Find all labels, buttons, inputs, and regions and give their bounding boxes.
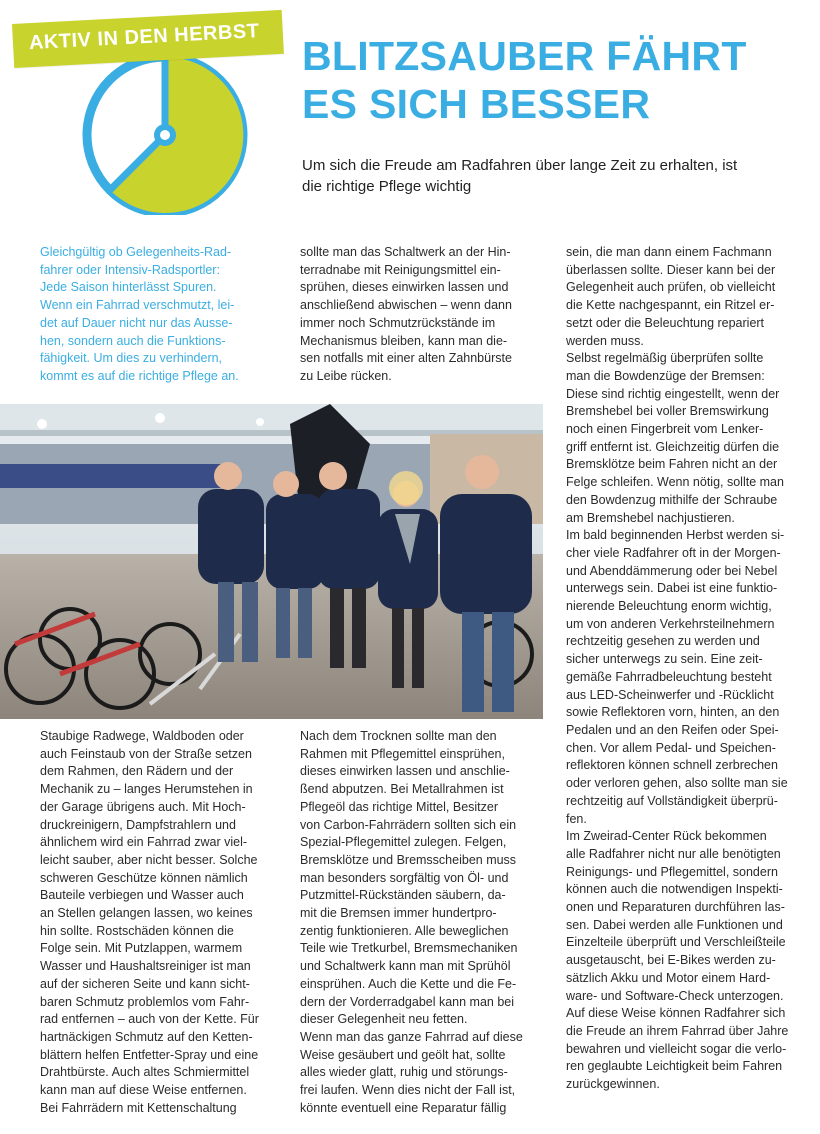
text-line: können auch die notwendigen Inspekti- <box>566 882 783 897</box>
text-line: blättern helfen Entfetter-Spray und eine <box>40 1047 259 1062</box>
text-line: an Stellen gelangen lassen, wo keines <box>40 906 253 921</box>
text-line: der Garage übrigens auch. Mit Hoch- <box>40 799 246 814</box>
text-line: Pflegeöl das richtige Mittel, Besitzer <box>300 799 499 814</box>
text-line: man die Bowdenzüge der Bremsen: <box>566 368 765 383</box>
text-line: Einzelteile überprüft und Verschleißteile <box>566 935 786 950</box>
paragraph-col2-bottom-2 <box>300 1029 536 1118</box>
text-line: ähnlichem wird ein Fahrrad zwar viel- <box>40 835 248 850</box>
text-line: schweren Geschütze können nämlich <box>40 870 248 885</box>
text-line: druckreinigern, Dampfstrahlern und <box>40 817 236 832</box>
text-line: Jede Saison hinterlässt Spuren. <box>40 280 217 295</box>
text-line: Felge schleifen. Wenn nötig, sollte man <box>566 475 784 490</box>
text-line: ren geglaubte Leichtigkeit beim Fahren <box>566 1059 783 1074</box>
text-line: man besonders sorgfältig von Öl- und <box>300 870 509 885</box>
text-line: sen notfalls mit einer alten Zahnbürste <box>300 351 512 366</box>
text-line: Teile wie Tretkurbel, Bremsmechaniken <box>300 941 518 956</box>
text-line: Folge sein. Mit Putzlappen, warmem <box>40 941 243 956</box>
column-2-bottom <box>300 728 536 1117</box>
text-line: fen. <box>566 811 587 826</box>
paragraph-col3-4 <box>566 828 806 1094</box>
text-line: Drahtbürste. Auch altes Schmiermittel <box>40 1065 250 1080</box>
text-line: baren Schmutz problemlos vom Fahr- <box>40 994 250 1009</box>
text-line: Pedalen und an den Reifen oder Spei- <box>566 722 779 737</box>
text-line: fahrer oder Intensiv-Radsportler: <box>40 262 220 277</box>
text-line: Bei Fahrrädern mit Kettenschaltung <box>40 1100 237 1115</box>
text-line: dem Rahmen, den Rädern und der <box>40 764 234 779</box>
text-line: onen und Reparaturen durchführen las- <box>566 900 785 915</box>
text-line: ßend abputzen. Bei Metallrahmen ist <box>300 782 504 797</box>
text-line: Diese sind richtig eingestellt, wenn der <box>566 386 780 401</box>
subtitle-line-1: Um sich die Freude am Radfahren über lange Zeit zu erhalten, ist <box>302 157 738 174</box>
paragraph-col2-top <box>300 244 536 386</box>
text-line: noch einen Fingerbreit vom Lenker- <box>566 422 764 437</box>
text-line: immer noch Schmutzrückstände im <box>300 315 496 330</box>
paragraph-col3-3 <box>566 527 806 828</box>
text-line: sollte man das Schaltwerk an der Hin- <box>300 245 511 259</box>
text-line: terradnabe mit Reinigungsmittel ein- <box>300 262 501 277</box>
text-line: bewahren und vielleicht sogar die verlo- <box>566 1041 787 1056</box>
text-line: Wenn man das ganze Fahrrad auf diese <box>300 1029 523 1044</box>
text-line: Bauteile verbiegen und Wasser auch <box>40 888 244 903</box>
text-line: kommt es auf die richtige Pflege an. <box>40 368 239 383</box>
text-line: kann man auf diese Weise entfernen. <box>40 1083 247 1098</box>
subtitle-line-2: die richtige Pflege wichtig <box>302 178 472 195</box>
text-line: setzt oder die Beleuchtung repariert <box>566 315 765 330</box>
text-line: könnte eventuell eine Reparatur fällig <box>300 1100 507 1115</box>
article-title <box>302 32 747 128</box>
text-line: rad entfernen – auch von der Kette. Für <box>40 1012 259 1027</box>
text-line: hen, sondern auch die Funktions- <box>40 333 226 348</box>
column-3 <box>566 244 806 1094</box>
text-line: sicher unterwegs zu sein. Eine zeit- <box>566 652 763 667</box>
text-line: dieser Gelegenheit neu fetten. <box>300 1012 468 1027</box>
text-line: Bremsklötze und Bremsscheiben muss <box>300 852 517 867</box>
text-line: Reinigungs- und Pflegemittel, sondern <box>566 864 778 879</box>
text-line: Im bald beginnenden Herbst werden si- <box>566 528 785 543</box>
text-line: auf der sicheren Seite und kann sicht- <box>40 976 250 991</box>
text-line: und Abenddämmerung oder bei Nebel <box>566 563 778 578</box>
column-1-bottom <box>40 728 276 1117</box>
title-line-1: BLITZSAUBER FÄHRT <box>302 33 747 79</box>
text-line: Rahmen mit Pflegemittel einsprühen, <box>300 746 505 761</box>
text-line: Wenn ein Fahrrad verschmutzt, lei- <box>40 298 235 313</box>
text-line: ausgetauscht, bei E-Bikes werden zu- <box>566 953 776 968</box>
text-line: die Freude an ihrem Fahrrad über Jahre <box>566 1023 789 1038</box>
text-line: einsprühen. Auch die Kette und die Fe- <box>300 976 517 991</box>
text-line: um von anderen Verkehrsteilnehmern <box>566 616 775 631</box>
text-line: mit die Bremsen immer hundertpro- <box>300 906 497 921</box>
text-line: alle Radfahrer nicht nur alle benötigten <box>566 846 781 861</box>
text-line: griff entfernt ist. Gleichzeitig dürfen die <box>566 439 780 454</box>
text-line: hartnäckigen Schmutz auf den Ketten- <box>40 1029 253 1044</box>
text-line: sprühen, dieses einwirken lassen und <box>300 280 509 295</box>
text-line: frei laufen. Wenn dies nicht der Fall ist, <box>300 1083 516 1098</box>
text-line: zurückgewinnen. <box>566 1077 660 1092</box>
text-line: nierende Beleuchtung enorm wichtig, <box>566 599 772 614</box>
text-line: sätzlich Akku und Motor einem Hard- <box>566 970 771 985</box>
intro-paragraph <box>40 244 276 386</box>
text-line: Spezial-Pflegemittel zulegen. Felgen, <box>300 835 507 850</box>
text-line: sowie Reflektoren vorn, hinten, an den <box>566 705 780 720</box>
text-line: unterwegs sein. Dabei ist eine funktio- <box>566 581 778 596</box>
article-subtitle <box>302 155 812 197</box>
intro-column <box>40 244 276 386</box>
text-line: Auf diese Weise können Radfahrer sich <box>566 1006 786 1021</box>
column-2-top <box>300 244 536 386</box>
text-line: sein, die man dann einem Fachmann <box>566 245 772 259</box>
text-line: Selbst regelmäßig überprüfen sollte <box>566 351 764 366</box>
paragraph-col3-2 <box>566 350 806 527</box>
text-line: Im Zweirad-Center Rück bekommen <box>566 829 767 844</box>
text-line: gemäße Fahrradbeleuchtung besteht <box>566 669 772 684</box>
text-line: Weise gesäubert und geölt hat, sollte <box>300 1047 506 1062</box>
text-line: cher viele Radfahrer oft in der Morgen- <box>566 545 781 560</box>
text-line: dern der Vorderradgabel kann man bei <box>300 994 515 1009</box>
text-line: dieses einwirken lassen und anschlie- <box>300 764 510 779</box>
text-line: alles wieder glatt, ruhig und störungs- <box>300 1065 508 1080</box>
text-line: und Schaltwerk kann man mit Sprühöl <box>300 959 511 974</box>
text-line: werden muss. <box>566 333 644 348</box>
text-line: überlassen sollte. Dieser kann bei der <box>566 262 776 277</box>
text-line: anschließend abwischen – wenn dann <box>300 298 512 313</box>
paragraph-col3-1 <box>566 244 806 350</box>
text-line: rechtzeitig gesehen zu werden und <box>566 634 760 649</box>
text-line: Bremshebel bei voller Bremswirkung <box>566 404 769 419</box>
text-line: die Kette nachgespannt, ein Ritzel er- <box>566 298 775 313</box>
text-line: reflektoren können schnell zerbrechen <box>566 758 778 773</box>
text-line: sen. Dabei werden alle Funktionen und <box>566 917 783 932</box>
text-line: aus LED-Scheinwerfer und -Rücklicht <box>566 687 774 702</box>
title-line-2: ES SICH BESSER <box>302 81 651 127</box>
text-line: Bremsklötze beim Fahren nicht an der <box>566 457 778 472</box>
text-line: hin sollte. Rostschäden können die <box>40 923 234 938</box>
text-line: auch Feinstaub von der Straße setzen <box>40 746 252 761</box>
text-line: am Bremshebel nachjustieren. <box>566 510 735 525</box>
text-line: leicht sauber, aber nicht besser. Solche <box>40 852 258 867</box>
text-line: Staubige Radwege, Waldboden oder <box>40 729 244 743</box>
text-line: det auf Dauer nicht nur das Ausse- <box>40 315 233 330</box>
text-line: den Bowdenzug mithilfe der Schraube <box>566 492 778 507</box>
text-line: fähigkeit. Um dies zu verhindern, <box>40 351 223 366</box>
text-line: Wasser und Haushaltsreiniger ist man <box>40 959 251 974</box>
text-line: Mechanismus bleiben, kann man die- <box>300 333 508 348</box>
text-line: ware- und Software-Check unterzogen. <box>566 988 784 1003</box>
text-line: Gelegenheit auch prüfen, ob vielleicht <box>566 280 776 295</box>
text-line: zentig funktionieren. Alle beweglichen <box>300 923 509 938</box>
paragraph-col2-bottom-1 <box>300 728 536 1029</box>
text-line: oder verloren gehen, also sollte man sie <box>566 776 788 791</box>
team-photo <box>0 404 543 719</box>
text-line: chen. Vor allem Pedal- und Speichen- <box>566 740 776 755</box>
paragraph-col1-bottom <box>40 728 276 1117</box>
text-line: von Carbon-Fahrrädern sollten sich ein <box>300 817 517 832</box>
text-line: zu Leibe rücken. <box>300 368 392 383</box>
text-line: Mechanik zu – langes Herumstehen in <box>40 782 253 797</box>
text-line: rechtzeitig auf Vollständigkeit überprü- <box>566 793 778 808</box>
text-line: Putzmittel-Rückständen säubern, da- <box>300 888 506 903</box>
text-line: Gleichgültig ob Gelegenheits-Rad- <box>40 245 232 259</box>
text-line: Nach dem Trocknen sollte man den <box>300 729 497 743</box>
section-tag-label: AKTIV IN DEN HERBST <box>28 20 260 55</box>
